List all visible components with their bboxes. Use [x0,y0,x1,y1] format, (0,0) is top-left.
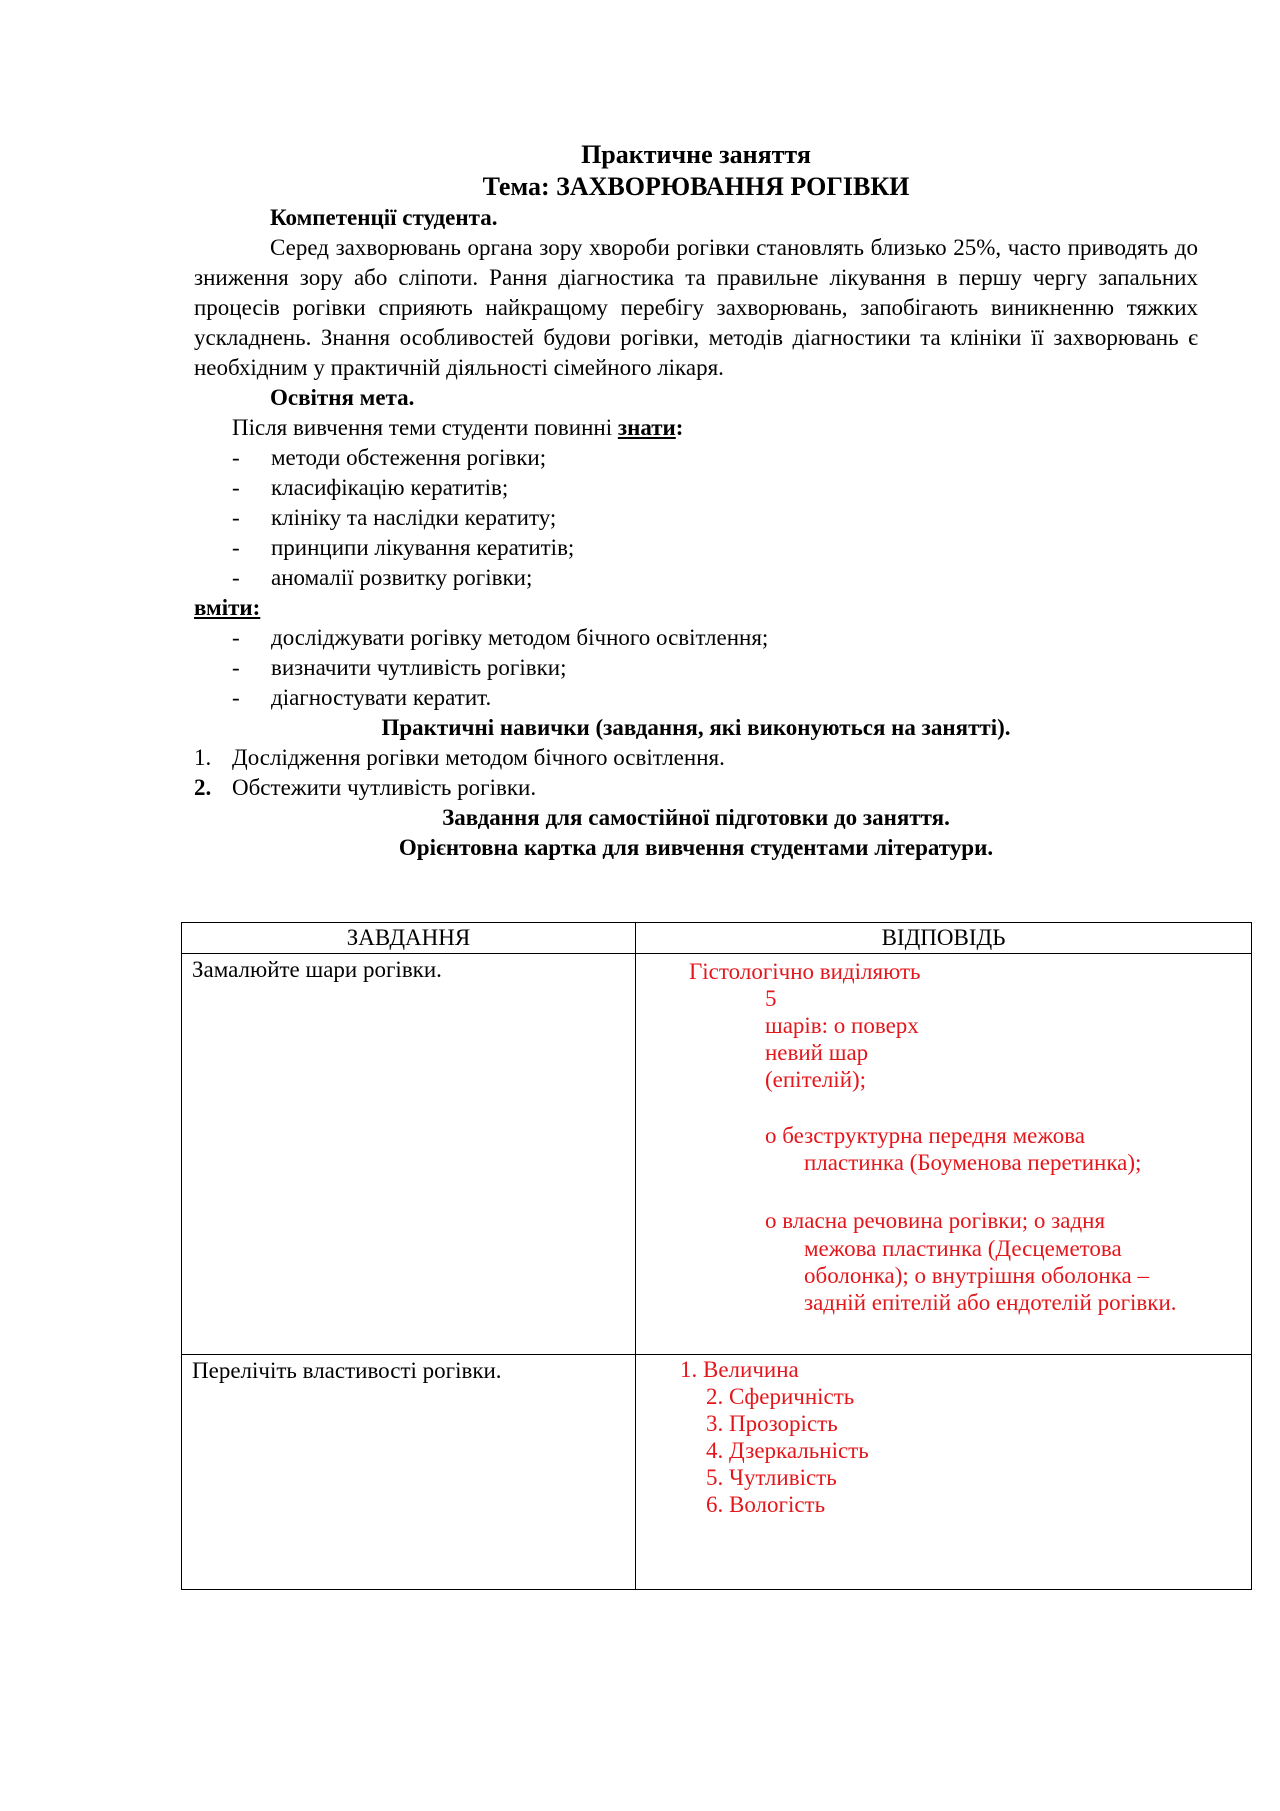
answer-line: 1. Величина [680,1357,799,1382]
list-item-text: діагностувати кератит. [271,685,492,710]
list-item [232,623,1198,653]
list-item [232,563,1198,593]
self-prep-heading: Завдання для самостійної підготовки до заняття. [442,805,950,830]
study-card-table [181,922,1252,1590]
answer-line: невий шар [765,1040,869,1065]
table-row [182,1355,1252,1590]
know-list [194,443,1198,593]
answer-content [637,1356,1250,1588]
list-item-text: аномалії розвитку рогівки; [271,565,533,590]
list-item [232,443,1198,473]
answer-line: 2. Сферичність [706,1384,855,1409]
list-item [232,473,1198,503]
answer-line: 3. Прозорість [706,1411,838,1436]
can-label-row [194,593,1198,623]
can-list [194,623,1198,713]
table-header-row [182,923,1252,954]
dash-bullet: - [232,445,240,470]
dash-bullet: - [232,565,240,590]
competencies-text: Серед захворювань органа зору хвороби рогівки становлять близько 25%, часто приводять до зниження зору або сліпоти. Рання діагностика та правильне лікування в першу чергу запальних процесів рогівки сприяють найкращому перебігу захворювань, запобігають виникненню тяжких ускладнень. Знання особливостей будови рогівки, методів діагностики та клініки її захворювань є необхідним у практичній діяльності сімейного лікаря. [194,235,1198,380]
document-title: Практичне заняття [581,140,811,169]
know-label: знати [617,415,676,440]
list-item [232,683,1198,713]
answer-line: задній епітелій або ендотелій рогівки. [804,1290,1177,1315]
skills-list [194,743,1198,803]
goal-intro [194,413,1198,443]
answer-line: пластинка (Боуменова перетинка); [804,1150,1142,1175]
answer-cell [636,954,1252,1355]
list-item [194,773,1198,803]
answer-line: оболонка); о внутрішня оболонка – [804,1263,1149,1288]
list-item [232,503,1198,533]
list-item-text: класифікацію кератитів; [271,475,509,500]
list-item-text: методи обстеження рогівки; [271,445,547,470]
list-item [232,653,1198,683]
answer-line: 5 [765,986,777,1011]
column-header-answer: ВІДПОВІДЬ [636,923,1252,954]
answer-line: межова пластинка (Десцеметова [804,1236,1122,1261]
list-item-text: клініку та наслідки кератиту; [271,505,557,530]
goal-heading: Освітня мета. [270,385,415,410]
answer-line: Гістологічно виділяють [689,959,921,984]
list-item [194,743,1198,773]
list-item-text: Дослідження рогівки методом бічного освітлення. [232,745,725,770]
list-item-text: визначити чутливість рогівки; [271,655,567,680]
table-row [182,954,1252,1355]
list-item-text: Обстежити чутливість рогівки. [232,775,537,800]
self-prep-subheading: Орієнтовна картка для вивчення студентами літератури. [398,835,994,860]
list-number: 1. [194,745,212,770]
dash-bullet: - [232,505,240,530]
answer-line: о власна речовина рогівки; о задня [765,1208,1106,1233]
task-cell: Замалюйте шари рогівки. [182,954,636,1355]
task-cell: Перелічіть властивості рогівки. [182,1355,636,1590]
document-body [194,139,1198,863]
dash-bullet: - [232,685,240,710]
dash-bullet: - [232,625,240,650]
dash-bullet: - [232,475,240,500]
answer-cell [636,1355,1252,1590]
dash-bullet: - [232,655,240,680]
competencies-heading: Компетенції студента. [270,205,498,230]
list-item-text: принципи лікування кератитів; [271,535,575,560]
column-header-task: ЗАВДАННЯ [182,923,636,954]
can-label: вміти: [194,595,261,620]
skills-heading: Практичні навички (завдання, які виконуються на занятті). [381,715,1011,740]
list-number: 2. [194,775,212,800]
answer-line: 5. Чутливість [706,1465,837,1490]
answer-line: (епітелій); [765,1067,867,1092]
goal-intro-text: Після вивчення теми студенти повинні [232,415,618,440]
answer-line: шарів: о поверх [765,1013,919,1038]
dash-bullet: - [232,535,240,560]
topic-title: Тема: ЗАХВОРЮВАННЯ РОГІВКИ [482,172,910,201]
answer-line: о безструктурна передня межова [765,1123,1085,1148]
list-item-text: досліджувати рогівку методом бічного освітлення; [271,625,769,650]
answer-line: 4. Дзеркальність [706,1438,869,1463]
answer-line: 6. Вологість [706,1492,826,1517]
know-colon: : [675,415,684,440]
answer-content [637,955,1250,1353]
list-item [232,533,1198,563]
